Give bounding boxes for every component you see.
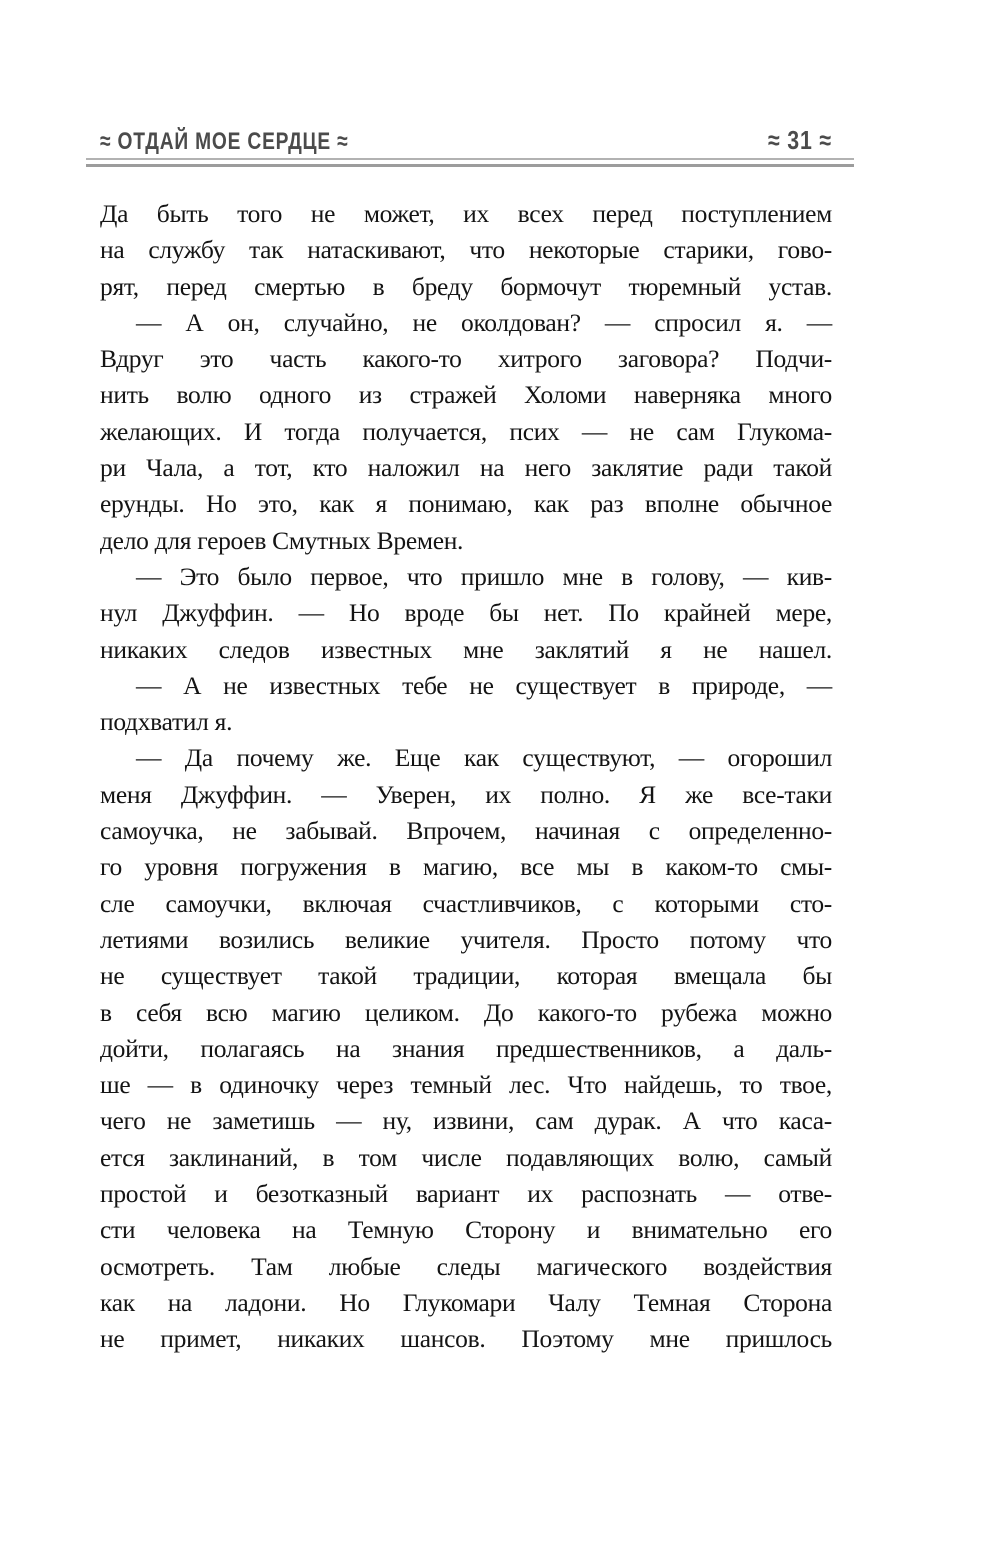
- text-line: в себя всю магию целиком. До какого-то рубежа можно: [100, 997, 832, 1027]
- text-line: нить волю одного из стражей Холоми наверняка много: [100, 380, 832, 410]
- paragraph: [100, 668, 832, 741]
- paragraph: [100, 559, 832, 668]
- text-line: — А он, случайно, не околдован? — спросил я. —: [136, 307, 832, 337]
- page-body: [100, 196, 832, 1358]
- text-line: осмотреть. Там любые следы магического воздействия: [100, 1251, 832, 1281]
- text-line: — Это было первое, что пришло мне в голову, — кив-: [136, 561, 832, 591]
- text-line: самоучка, не забывай. Впрочем, начиная с определенно-: [100, 816, 832, 846]
- text-line: не существует такой традиции, которая вмещала бы: [100, 961, 832, 991]
- paragraph: [100, 305, 832, 559]
- paragraph: [100, 196, 832, 305]
- text-line: ерунды. Но это, как я понимаю, как раз вполне обычное: [100, 489, 832, 519]
- header-rule: [86, 158, 854, 167]
- paragraph: [100, 740, 832, 1357]
- text-line: нул Джуффин. — Но вроде бы нет. По крайней мере,: [100, 598, 832, 628]
- text-line: дело для героев Смутных Времен.: [100, 525, 464, 555]
- running-header: [100, 126, 832, 156]
- text-line: подхватил я.: [100, 707, 233, 737]
- text-line: Вдруг это часть какого-то хитрого заговора? Подчи-: [100, 344, 832, 374]
- text-line: не примет, никаких шансов. Поэтому мне пришлось: [100, 1324, 832, 1354]
- text-line: меня Джуффин. — Уверен, их полно. Я же все-таки: [100, 779, 832, 809]
- text-line: сти человека на Темную Сторону и внимательно его: [100, 1215, 832, 1245]
- text-line: ри Чала, а тот, кто наложил на него заклятие ради такой: [100, 453, 832, 483]
- text-line: рят, перед смертью в бреду бормочут тюремный устав.: [100, 271, 832, 301]
- text-line: дойти, полагаясь на знания предшественников, а даль-: [100, 1033, 832, 1063]
- text-line: никаких следов известных мне заклятий я не нашел.: [100, 634, 832, 664]
- text-line: чего не заметишь — ну, извини, сам дурак. А что каса-: [100, 1106, 832, 1136]
- text-line: — Да почему же. Еще как существуют, — огорошил: [136, 743, 832, 773]
- text-line: — А не известных тебе не существует в природе, —: [136, 670, 832, 700]
- text-line: как на ладони. Но Глукомари Чалу Темная Сторона: [100, 1287, 832, 1317]
- page-number: ≈ 31 ≈: [768, 125, 832, 155]
- text-line: ше — в одиночку через темный лес. Что найдешь, то твое,: [100, 1070, 832, 1100]
- text-line: го уровня погружения в магию, все мы в каком-то смы-: [100, 852, 832, 882]
- running-title: ≈ ОТДАЙ МОЕ СЕРДЦЕ ≈: [100, 128, 349, 155]
- text-line: простой и безотказный вариант их распознать — отве-: [100, 1179, 832, 1209]
- text-line: желающих. И тогда получается, псих — не сам Глукома-: [100, 416, 832, 446]
- text-line: сле самоучки, включая счастливчиков, с которыми сто-: [100, 888, 832, 918]
- text-line: на службу так натаскивают, что некоторые старики, гово-: [100, 235, 832, 265]
- text-line: Да быть того не может, их всех перед поступлением: [100, 199, 832, 228]
- text-line: ется заклинаний, в том числе подавляющих волю, самый: [100, 1142, 832, 1172]
- text-line: летиями возились великие учителя. Просто потому что: [100, 924, 832, 954]
